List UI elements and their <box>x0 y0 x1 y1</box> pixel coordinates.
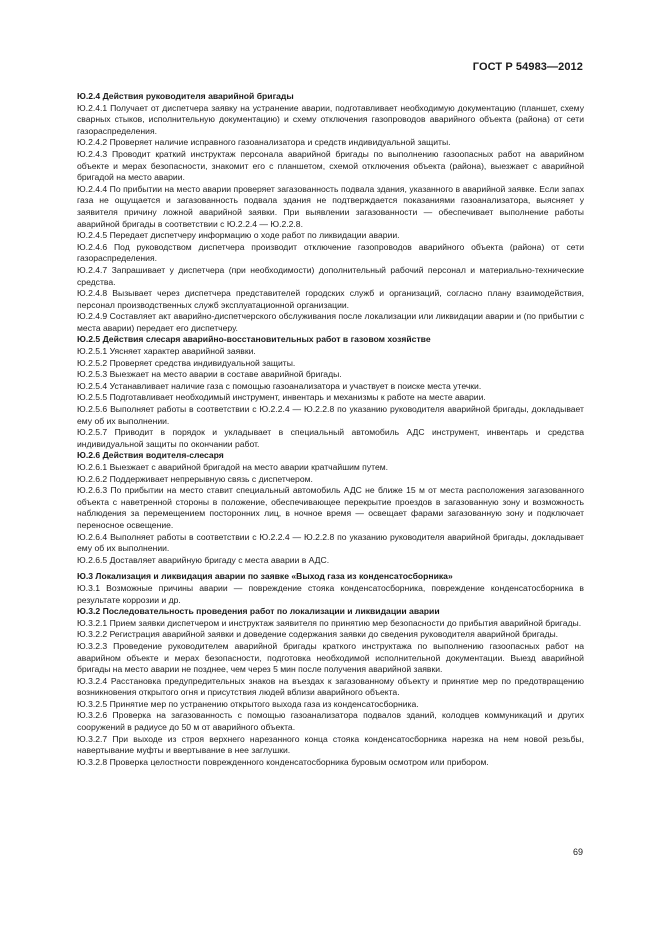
paragraph: Ю.2.5.1 Уясняет характер аварийной заявки. <box>77 346 256 357</box>
paragraph: Ю.2.5.6 Выполняет работы в соответствии с Ю.2.2.4 — Ю.2.2.8 по указанию руководителя аварийной бригады, докладывает ему об их выполнении. <box>77 404 584 426</box>
paragraph: Ю.2.4.1 Получает от диспетчера заявку на устранение аварии, подготавливает необходимую документацию (планшет, схему сварных стыков, исполнительную документацию) и схему отключения газопроводов аварийного объекта (района) от сети газораспределения. <box>77 102 584 136</box>
paragraph: Ю.2.6.5 Доставляет аварийную бригаду с места аварии в АДС. <box>77 554 330 565</box>
paragraph: Ю.2.6.2 Поддерживает непрерывную связь с диспетчером. <box>77 473 313 484</box>
paragraph: Ю.3.2.3 Проведение руководителем аварийной бригады краткого инструктажа по выполнению газоопасных работ на аварийном объекте и мерах безопасности, подготовка необходимой исполнительной документации. Выезд аварийной бригады на место аварии не позднее, чем через 5 мин после получения аварийной заявки. <box>77 640 584 675</box>
paragraph: Ю.3.2.1 Прием заявки диспетчером и инструктаж заявителя по принятию мер безопасности до прибытия аварийной бригады. <box>77 617 582 628</box>
paragraph: Ю.2.5.7 Приводит в порядок и укладывает в специальный автомобиль АДС инструмент, инвентарь и средства индивидуальной защиты по окончании работ. <box>77 427 584 449</box>
paragraph: Ю.2.4.2 Проверяет наличие исправного газоанализатора и средств индивидуальной защиты. <box>77 137 451 148</box>
paragraph: Ю.2.4.3 Проводит краткий инструктаж персонала аварийной бригады по выполнению газоопасных работ на аварийном объекте и мерах безопасности, знакомит его с планшетом, схемой отключения объекта (района), выезжает с аварийной бригадой на место аварии. <box>77 148 584 183</box>
paragraph: Ю.2.4.5 Передает диспетчеру информацию о ходе работ по ликвидации аварии. <box>77 230 400 241</box>
document-body <box>77 91 584 768</box>
paragraph: Ю.2.6.3 По прибытии на место ставит специальный автомобиль АДС не ближе 15 м от места расположения загазованного объекта с наветренной стороны в положение, обеспечивающее перекрытие проездов в загазованную зону и возможность наблюдения за перемещением посторонних лиц, в ночное время — освещает фарами загазованную зону и подключает переносное освещение. <box>77 485 584 530</box>
paragraph: Ю.2.5.3 Выезжает на место аварии в составе аварийной бригады. <box>77 369 342 380</box>
subsection-heading: Ю.2.5 Действия слесаря аварийно-восстановительных работ в газовом хозяйстве <box>77 334 431 345</box>
paragraph: Ю.3.1 Возможные причины аварии — повреждение стояка конденсатосборника, повреждение конденсатосборника в результате коррозии и др. <box>77 582 584 605</box>
subsection-heading: Ю.3.2 Последовательность проведения работ по локализации и ликвидации аварии <box>77 606 440 617</box>
paragraph: Ю.3.2.4 Расстановка предупредительных знаков на въездах к загазованному объекту и принятие мер по предотвращению возникновения открытого огня и присутствия людей вблизи аварийного объекта. <box>77 675 584 698</box>
paragraph: Ю.2.5.5 Подготавливает необходимый инструмент, инвентарь и механизмы к работе на месте аварии. <box>77 392 486 403</box>
paragraph: Ю.2.4.8 Вызывает через диспетчера представителей городских служб и организаций, согласно плану взаимодействия, персонал производственных служб эксплуатационной организации. <box>77 288 584 310</box>
paragraph: Ю.3.2.6 Проверка на загазованность с помощью газоанализатора подвалов зданий, колодцев коммуникаций и других сооружений в радиусе до 50 м от аварийного объекта. <box>77 710 584 733</box>
page-number: 69 <box>572 847 583 857</box>
subsection-heading: Ю.2.4 Действия руководителя аварийной бригады <box>77 91 294 101</box>
paragraph: Ю.2.6.4 Выполняет работы в соответствии с Ю.2.2.4 — Ю.2.2.8 по указанию руководителя аварийной бригады, докладывает ему об их выполнении. <box>77 531 584 554</box>
section-heading: Ю.3 Локализация и ликвидация аварии по заявке «Выход газа из конденсатосборника» <box>77 571 453 582</box>
paragraph: Ю.2.4.4 По прибытии на место аварии проверяет загазованность подвала здания, указанного в аварийной заявке. Если запах газа не ощущается и загазованность подвала здания не подтверждается показаниями газоанализатора, выясняет у заявителя причину ложной аварийной заявки. При выявлении загазованности — обеспечивает выполнение работы аварийной бригады в соответствии с Ю.2.2.4 — Ю.2.2.8. <box>77 183 584 229</box>
document-code-header: ГОСТ Р 54983—2012 <box>472 61 583 73</box>
paragraph: Ю.2.5.4 Устанавливает наличие газа с помощью газоанализатора и участвует в поиске места утечки. <box>77 380 482 391</box>
paragraph: Ю.3.2.8 Проверка целостности поврежденного конденсатосборника буровым осмотром или прибором. <box>77 756 489 767</box>
paragraph: Ю.3.2.2 Регистрация аварийной заявки и доведение содержания заявки до сведения руководителя аварийной бригады. <box>77 629 559 640</box>
paragraph: Ю.2.4.7 Запрашивает у диспетчера (при необходимости) дополнительный рабочий персонал и материально-технические средства. <box>77 264 584 287</box>
paragraph: Ю.2.6.1 Выезжает с аварийной бригадой на место аварии кратчайшим путем. <box>77 462 389 472</box>
paragraph: Ю.2.4.6 Под руководством диспетчера производит отключение газопроводов аварийного объекта (района) от сети газораспределения. <box>77 241 584 264</box>
paragraph: Ю.3.2.7 При выходе из строя верхнего нарезанного конца стояка конденсатосборника нарезка на нем новой резьбы, навертывание муфты и ввертывание в нее заглушки. <box>77 733 584 756</box>
paragraph: Ю.2.4.9 Составляет акт аварийно-диспетчерского обслуживания после локализации или ликвидации аварии и (по прибытии с места аварии) передает его диспетчеру. <box>77 311 584 333</box>
subsection-heading: Ю.2.6 Действия водителя-слесаря <box>77 450 224 461</box>
paragraph: Ю.3.2.5 Принятие мер по устранению открытого выхода газа из конденсатосборника. <box>77 698 419 709</box>
paragraph: Ю.2.5.2 Проверяет средства индивидуальной защиты. <box>77 357 296 368</box>
